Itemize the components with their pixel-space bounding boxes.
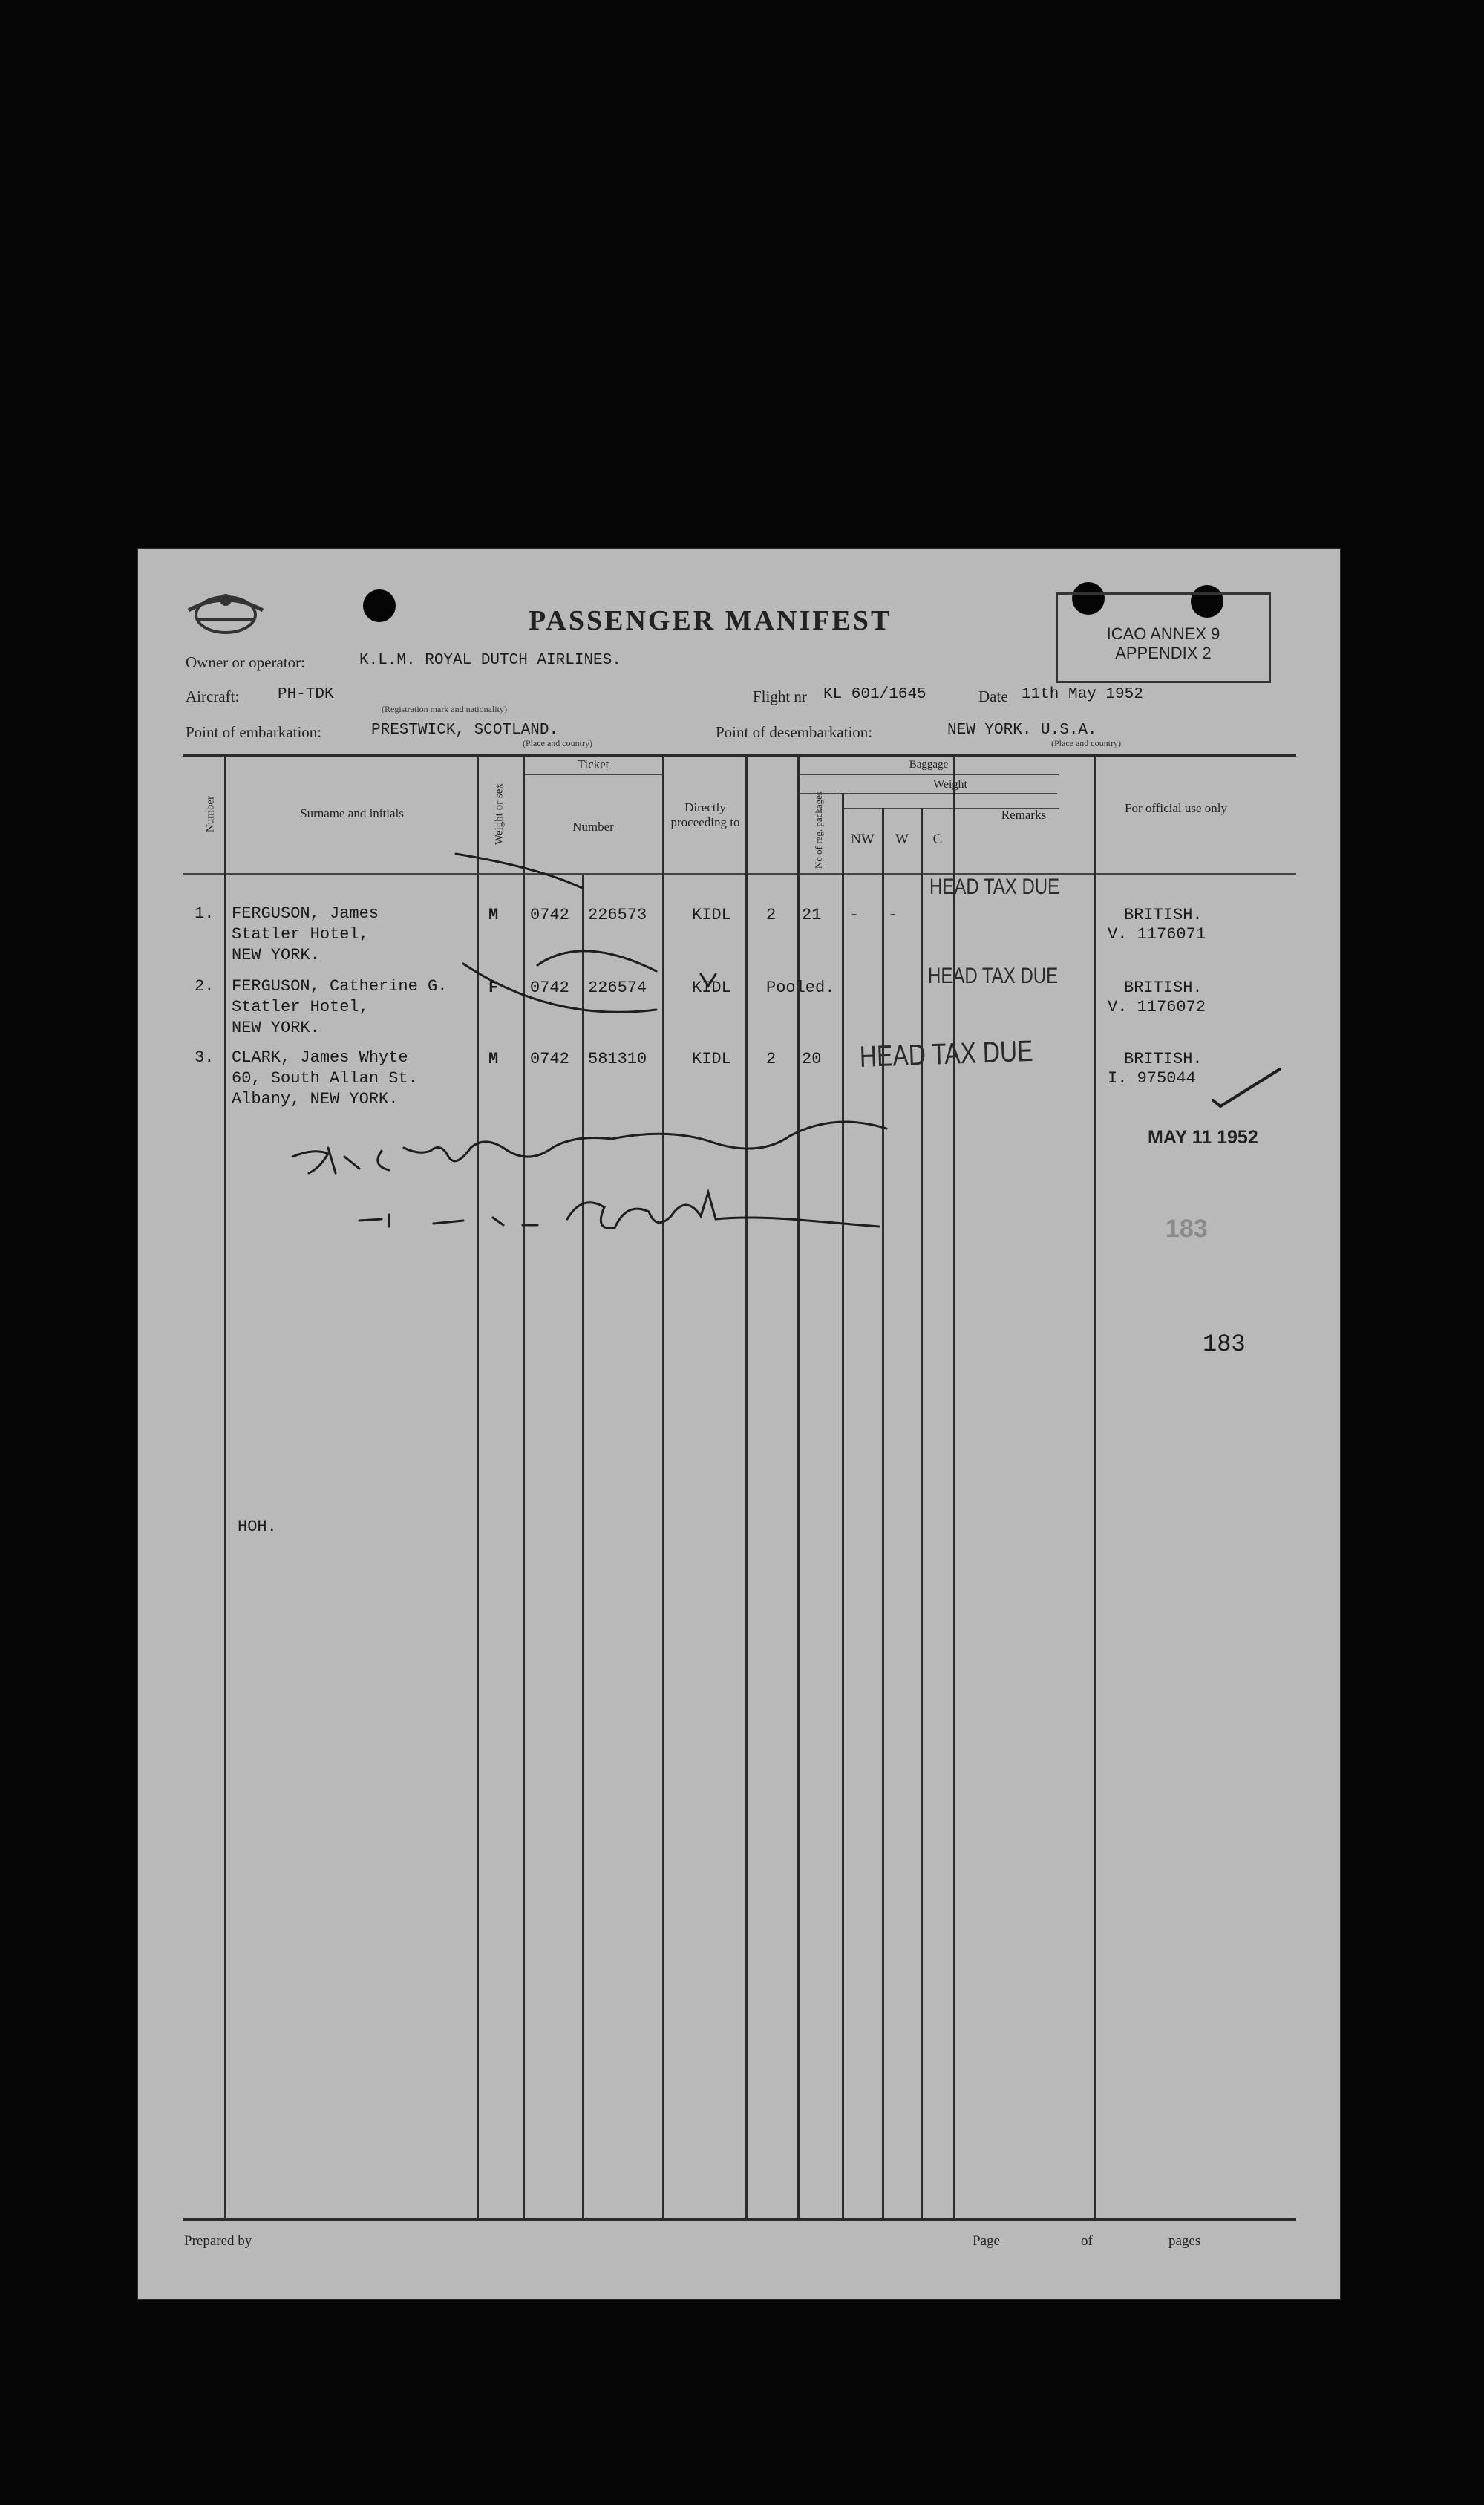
header-nw: NW bbox=[851, 832, 875, 847]
header-official: For official use only bbox=[1124, 801, 1228, 815]
row-1-name: FERGUSON, James bbox=[232, 904, 379, 923]
of-label: of bbox=[1081, 2233, 1093, 2249]
row-1-passport: V. 1176071 bbox=[1108, 925, 1206, 944]
page-label: Page bbox=[973, 2233, 1000, 2249]
header-number: Number bbox=[204, 795, 217, 833]
disembark-value: NEW YORK. U.S.A. bbox=[947, 722, 1097, 739]
row-2-name: FERGUSON, Catherine G. bbox=[232, 977, 448, 996]
row-1-w: - bbox=[849, 906, 860, 924]
header-directly: Directly proceeding to bbox=[670, 800, 740, 829]
typed-page-number: 183 bbox=[1203, 1330, 1246, 1358]
manifest-sheet bbox=[137, 548, 1341, 2300]
row-3-sex: M bbox=[488, 1050, 499, 1068]
header-w: W bbox=[895, 832, 909, 847]
date-value: 11th May 1952 bbox=[1022, 686, 1143, 703]
header-weight: Weight bbox=[933, 778, 967, 791]
icao-line-2: APPENDIX 2 bbox=[1115, 644, 1212, 662]
row-3-packages: 2 bbox=[766, 1050, 777, 1068]
handwriting-overlay bbox=[137, 548, 1341, 2300]
row-2-sex: F bbox=[488, 979, 499, 997]
date-received-stamp: MAY 11 1952 bbox=[1148, 1127, 1258, 1148]
row-2-number: 2. bbox=[195, 977, 215, 996]
row-2-nationality: BRITISH. bbox=[1124, 979, 1203, 997]
row-1-sex: M bbox=[488, 906, 499, 924]
flight-label: Flight nr bbox=[753, 688, 807, 705]
row-2-passport: V. 1176072 bbox=[1108, 998, 1206, 1016]
row-3-destination: KIDL bbox=[692, 1050, 731, 1068]
row-2-ticket-number: 226574 bbox=[588, 979, 647, 997]
row-3-remark-stamp: HEAD TAX DUE bbox=[859, 1034, 1034, 1074]
stamped-number: 183 bbox=[1166, 1215, 1208, 1243]
header-surname: Surname and initials bbox=[300, 806, 404, 820]
pages-label: pages bbox=[1168, 2233, 1201, 2249]
row-3-nw: 20 bbox=[802, 1050, 822, 1068]
row-1-address-1: Statler Hotel, bbox=[232, 925, 369, 944]
embark-note: (Place and country) bbox=[523, 738, 592, 748]
row-1-address-2: NEW YORK. bbox=[232, 946, 320, 964]
row-3-address-1: 60, South Allan St. bbox=[232, 1069, 418, 1088]
icao-line-1: ICAO ANNEX 9 bbox=[1106, 624, 1220, 643]
row-3-ticket-number: 581310 bbox=[588, 1050, 647, 1068]
row-1-destination: KIDL bbox=[692, 906, 731, 924]
prepared-by-label: Prepared by bbox=[184, 2233, 252, 2249]
row-1-nationality: BRITISH. bbox=[1124, 906, 1203, 924]
disembark-note: (Place and country) bbox=[1051, 738, 1121, 748]
row-3-name: CLARK, James Whyte bbox=[232, 1048, 408, 1067]
row-3-passport: I. 975044 bbox=[1108, 1069, 1196, 1088]
header-ticket: Ticket bbox=[577, 757, 609, 771]
aircraft-value: PH-TDK bbox=[278, 686, 334, 703]
embark-label: Point of embarkation: bbox=[186, 723, 322, 741]
owner-label: Owner or operator: bbox=[186, 653, 305, 671]
row-3-number: 3. bbox=[195, 1048, 215, 1067]
flight-value: KL 601/1645 bbox=[823, 686, 926, 703]
header-c: C bbox=[932, 832, 943, 847]
row-2-ticket-prefix: 0742 bbox=[530, 979, 569, 997]
row-2-remark-stamp: HEAD TAX DUE bbox=[928, 964, 1059, 988]
embark-value: PRESTWICK, SCOTLAND. bbox=[371, 722, 559, 739]
disembark-label: Point of desembarkation: bbox=[716, 723, 873, 741]
page-title: PASSENGER MANIFEST bbox=[529, 605, 892, 636]
header-remarks: Remarks bbox=[1001, 808, 1047, 822]
row-3-ticket-prefix: 0742 bbox=[530, 1050, 569, 1068]
row-1-nw: 21 bbox=[802, 906, 822, 924]
row-1-ticket-number: 226573 bbox=[588, 906, 647, 924]
aircraft-label: Aircraft: bbox=[186, 688, 240, 705]
header-ticket-number: Number bbox=[572, 820, 614, 834]
row-1-c: - bbox=[888, 906, 898, 924]
row-2-destination: KIDL bbox=[692, 979, 731, 997]
row-2-packages: Pooled. bbox=[766, 979, 835, 997]
row-1-remark-stamp: HEAD TAX DUE bbox=[929, 875, 1060, 899]
owner-value: K.L.M. ROYAL DUTCH AIRLINES. bbox=[359, 652, 621, 669]
row-2-address-2: NEW YORK. bbox=[232, 1019, 320, 1037]
row-1-packages: 2 bbox=[766, 906, 777, 924]
header-packages: No of reg. packages bbox=[813, 791, 824, 869]
row-3-address-2: Albany, NEW YORK. bbox=[232, 1090, 399, 1108]
aircraft-note: (Registration mark and nationality) bbox=[382, 704, 507, 714]
row-1-number: 1. bbox=[195, 904, 215, 923]
date-label: Date bbox=[978, 688, 1008, 705]
row-3-nationality: BRITISH. bbox=[1124, 1050, 1203, 1068]
header-weight-sex: Weight or sex bbox=[493, 783, 506, 845]
row-1-ticket-prefix: 0742 bbox=[530, 906, 569, 924]
header-baggage: Baggage bbox=[909, 759, 949, 771]
typist-initials: HOH. bbox=[238, 1518, 277, 1536]
row-2-address-1: Statler Hotel, bbox=[232, 998, 369, 1016]
